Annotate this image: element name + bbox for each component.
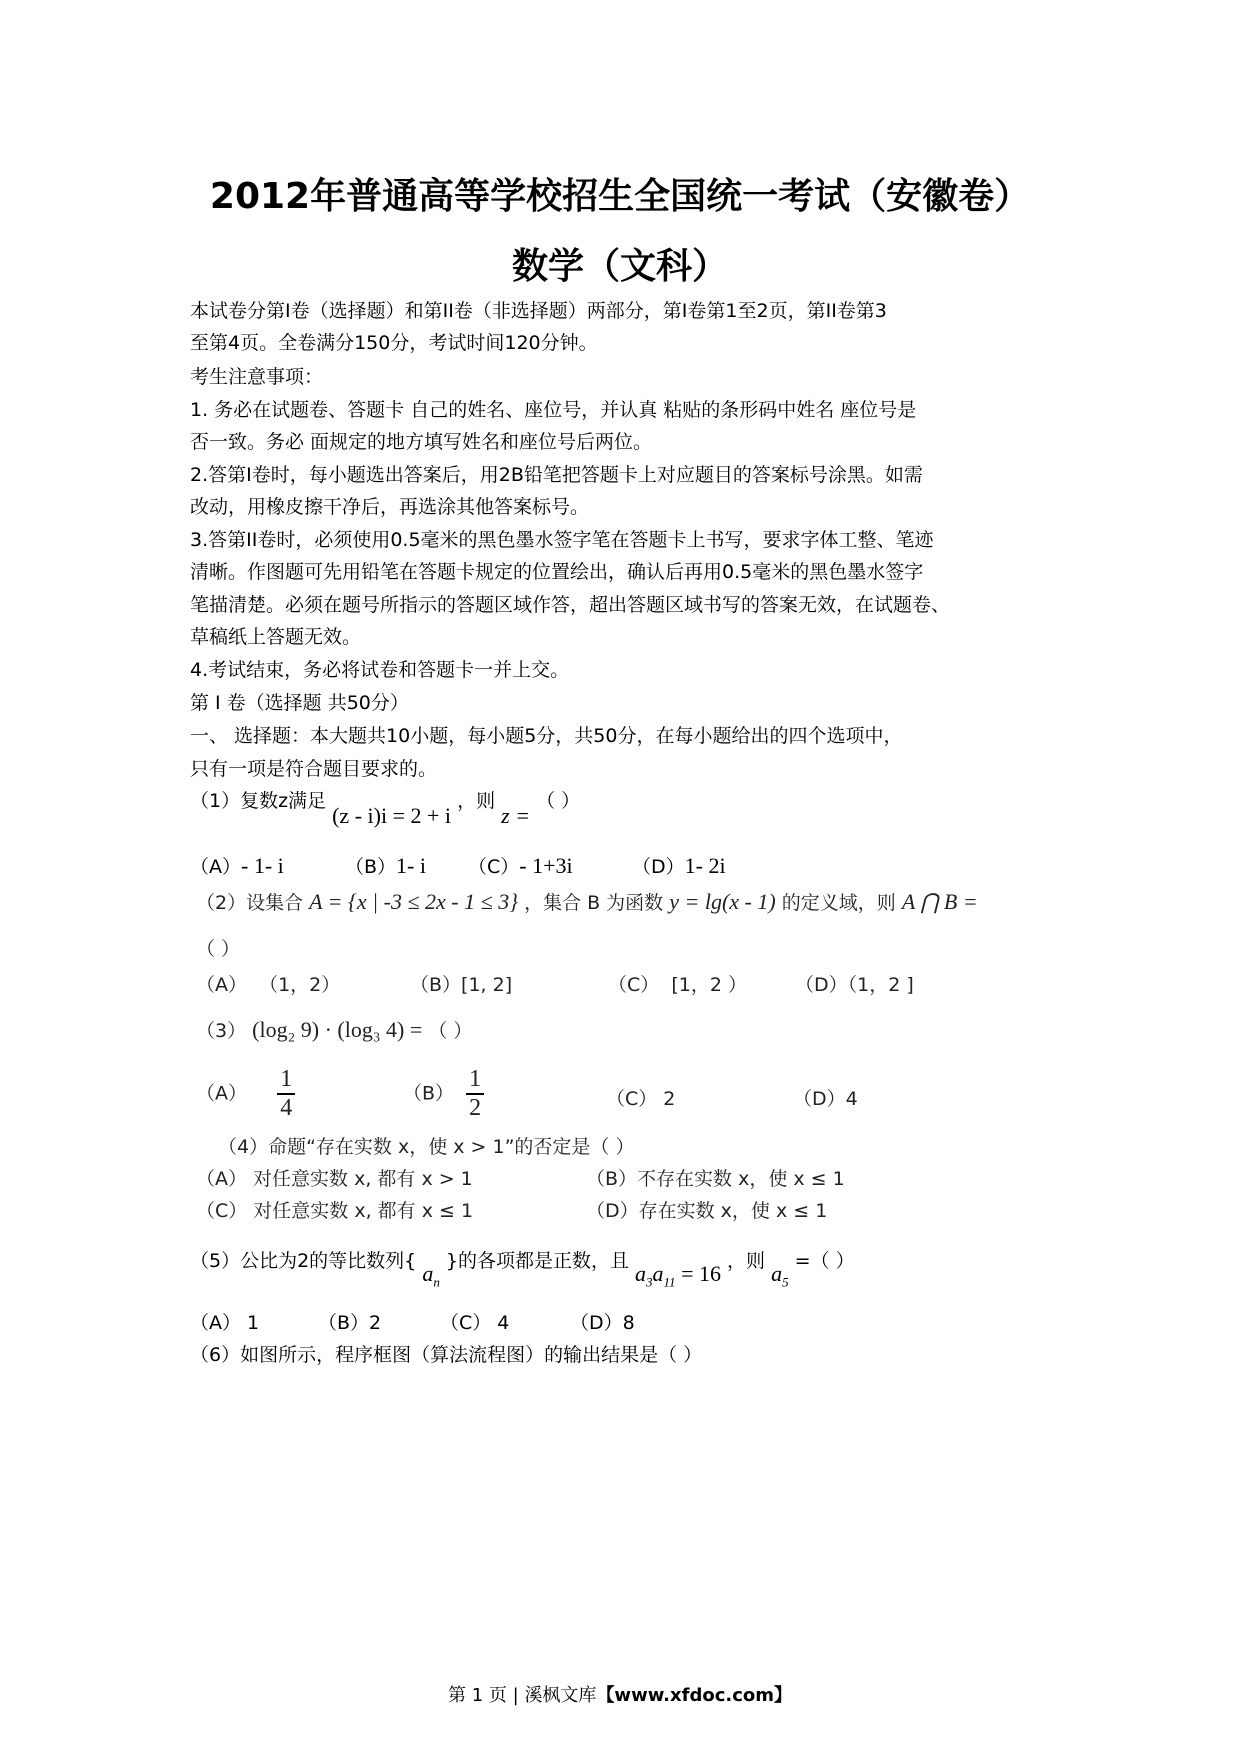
q3-option-d: （D）4 <box>793 1088 858 1110</box>
notice-3a: 3.答第II卷时，必须使用0.5毫米的黑色墨水签字笔在答题卡上书写，要求字体工整、笔迹 <box>190 529 934 551</box>
document-subtitle: 数学（文科） <box>511 246 728 287</box>
question-1 <box>190 786 581 828</box>
section-instructions-b: 只有一项是符合题目要求的。 <box>190 758 438 780</box>
q2-option-b: （B）[1, 2] <box>410 974 513 996</box>
notice-1a: 1. 务必在试题卷、答题卡 自己的姓名、座位号，并认真 粘贴的条形码中姓名 座位号是 <box>190 399 917 421</box>
q5-option-a: （A） 1 <box>190 1312 260 1334</box>
q2-tail: 的定义域，则 <box>781 892 896 914</box>
page-number: 第 1 页 <box>447 1685 507 1706</box>
section-instructions-a: 一、 选择题：本大题共10小题，每小题5分，共50分，在每小题给出的四个选项中， <box>190 725 903 747</box>
q3-option-b-fraction: $\frac{1}{2}$ <box>466 1066 484 1122</box>
q1-option-c: （C）- 1+3i <box>468 853 573 878</box>
intro-line-1: 本试卷分第I卷（选择题）和第II卷（非选择题）两部分，第I卷第1至2页，第II卷第3 <box>190 300 887 322</box>
question-5 <box>190 1246 855 1290</box>
q1-option-b: （B）1- i <box>345 853 426 878</box>
notice-3c: 笔描清楚。必须在题号所指示的答题区域作答，超出答题区域书写的答案无效，在试题卷、 <box>190 594 951 616</box>
q3-stem: （3） <box>196 1020 247 1042</box>
notice-2b: 改动，用橡皮擦干净后，再选涂其他答案标号。 <box>190 496 590 518</box>
footer-site-name: 溪枫文库 <box>524 1685 597 1706</box>
question-2 <box>196 888 978 915</box>
q5-product: $a_3a_{11} = 16$ <box>635 1261 721 1290</box>
q4-option-a: （A） 对任意实数 x, 都有 x > 1 <box>196 1168 473 1190</box>
intro-line-2: 至第4页。全卷满分150分，考试时间120分钟。 <box>190 332 598 354</box>
q1-option-d: （D）1- 2i <box>632 853 726 878</box>
q5-sequence: $a_n$ <box>422 1261 440 1290</box>
q5-mid: }的各项都是正数，且 <box>445 1250 629 1272</box>
q2-option-a: （A） （1，2） <box>196 974 341 996</box>
q5-then: ，则 <box>727 1250 766 1272</box>
footer-separator: | <box>512 1685 519 1706</box>
q1-variable: z = <box>501 803 531 828</box>
notice-3d: 草稿纸上答题无效。 <box>190 626 362 648</box>
q5-blank: =（ ） <box>794 1250 855 1272</box>
q1-equation: (z - i)i = 2 + i <box>332 803 452 828</box>
question-3 <box>196 1016 472 1043</box>
notice-1b: 否一致。务必 面规定的地方填写姓名和座位号后两位。 <box>190 431 653 453</box>
document-title: 2012年普通高等学校招生全国统一考试（安徽卷） <box>209 176 1031 217</box>
notice-title: 考生注意事项： <box>190 366 324 388</box>
q1-option-a: （A）- 1- i <box>190 853 284 878</box>
q5-option-d: （D）8 <box>570 1312 635 1334</box>
page-footer <box>0 1681 1240 1707</box>
q1-stem: （1）复数z满足 <box>190 790 327 812</box>
question-6: （6）如图所示，程序框图（算法流程图）的输出结果是（ ） <box>190 1344 703 1366</box>
q3-expression: (log₂ 9) · (log₃ 4) = <box>252 1017 423 1042</box>
q2-set: A = {x | -3 ≤ 2x - 1 ≤ 3} <box>309 889 519 914</box>
notice-2a: 2.答第I卷时，每小题选出答案后，用2B铅笔把答题卡上对应题目的答案标号涂黑。如需 <box>190 464 923 486</box>
q2-intersection: A ⋂ B = <box>901 889 978 914</box>
q2-function: y = lg(x - 1) <box>669 889 776 914</box>
q4-option-c: （C） 对任意实数 x, 都有 x ≤ 1 <box>196 1200 474 1222</box>
q2-option-d: （D）（1，2 ] <box>795 974 914 996</box>
q1-blank: （ ） <box>536 790 581 812</box>
q5-a5: $a_5$ <box>771 1261 789 1290</box>
q5-option-b: （B）2 <box>318 1312 382 1334</box>
footer-site-link[interactable]: 【www.xfdoc.com】 <box>596 1685 793 1706</box>
q2-option-c: （C） [1，2 ） <box>608 974 748 996</box>
notice-3b: 清晰。作图题可先用铅笔在答题卡规定的位置绘出，确认后再用0.5毫米的黑色墨水签字 <box>190 561 924 583</box>
q5-option-c: （C） 4 <box>440 1312 510 1334</box>
q3-option-b: （B） $\frac{1}{2}$ <box>403 1066 484 1122</box>
q1-mid: ，则 <box>457 790 496 812</box>
q2-stem: （2）设集合 <box>196 892 304 914</box>
notice-4: 4.考试结束，务必将试卷和答题卡一并上交。 <box>190 659 570 681</box>
q4-option-b: （B）不存在实数 x，使 x ≤ 1 <box>586 1168 845 1190</box>
q3-option-a: （A） $\frac{1}{4}$ <box>196 1066 295 1122</box>
q3-option-a-fraction: $\frac{1}{4}$ <box>277 1066 295 1122</box>
q3-blank: （ ） <box>428 1020 473 1042</box>
q2-blank: （ ） <box>196 938 241 960</box>
q2-mid: ，集合 B 为函数 <box>524 892 664 914</box>
q4-option-d: （D）存在实数 x，使 x ≤ 1 <box>586 1200 828 1222</box>
question-4: （4）命题“存在实数 x，使 x > 1”的否定是（ ） <box>218 1136 635 1158</box>
q5-stem: （5）公比为2的等比数列{ <box>190 1250 417 1272</box>
section-heading: 第 I 卷（选择题 共50分） <box>190 692 409 714</box>
q3-option-c: （C） 2 <box>606 1088 676 1110</box>
